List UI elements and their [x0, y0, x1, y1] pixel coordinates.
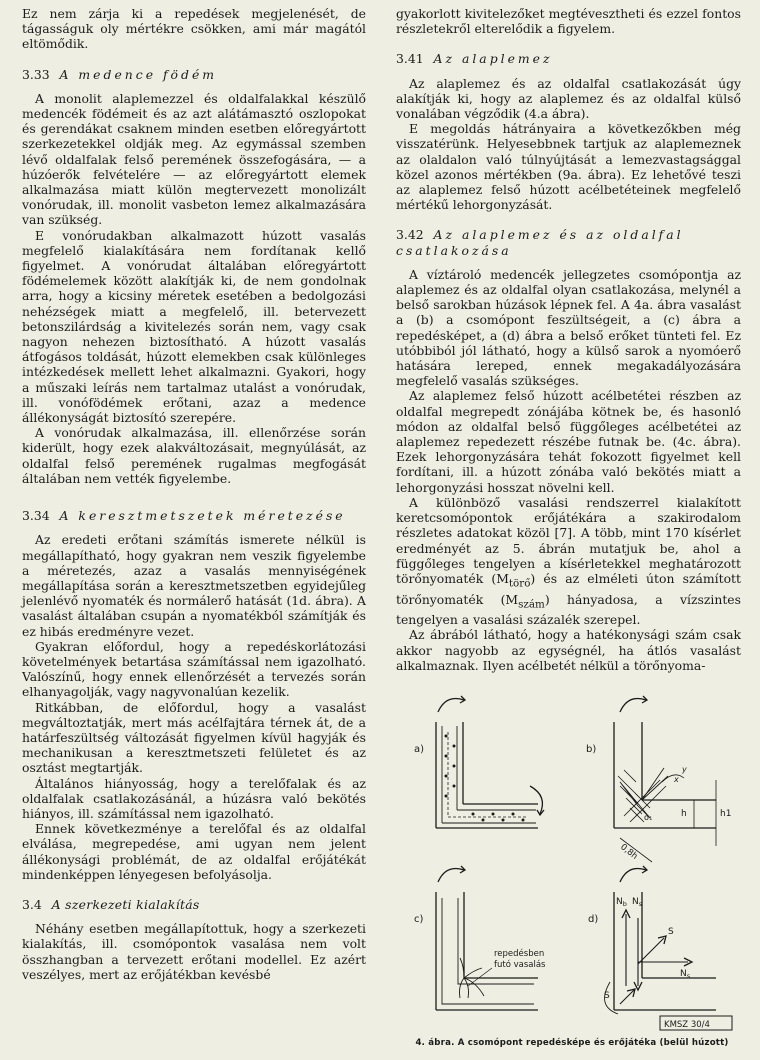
paragraph: Ez nem zárja ki a repedések megjelenését, de tágasságuk oly mértékre csökken, ami már magától eltömődik. [22, 6, 366, 52]
panel-a [436, 696, 544, 828]
force-subscript: b [622, 900, 627, 908]
force-subscript: s [638, 900, 643, 908]
section-heading-3-33 [22, 67, 366, 82]
force-subscript: s [686, 972, 691, 980]
paragraph: Néhány esetben megállapítottuk, hogy a szerkezeti kialakítás, ill. csomópontok vasalása nem volt összhangban a tervezett erőtani modellel. Ez azért veszélyes, mert az erőjátékban kevésbé [22, 921, 366, 982]
force-label-nb [616, 897, 627, 908]
force-symbol: N [680, 969, 687, 979]
force-arrow-icon [620, 990, 634, 1004]
paragraph: A monolit alaplemezzel és oldalfalakkal készülő medencék födémeit és az azt alátámasztó oszlopokat és gerendákat csaknem minden esetben előregyártott szerkezetekkel oldják meg. Az egymással szemben lévő oldalfalak felső peremének összefogására, — a húzóerők felvételére — az előregyártott elemek alkalmazása miatt külön megtervezett monolizált vonórudak, ill. monolit vasbeton lemez alkalmazására van szükség. [22, 90, 366, 228]
dim-label-h1: h1 [720, 809, 732, 819]
panel-c [436, 866, 538, 1010]
subscript: törő [508, 577, 531, 590]
subscript: szám [518, 598, 545, 611]
panel-b [614, 696, 716, 862]
note-label: futó vasalás [494, 960, 546, 970]
panel-d [605, 866, 716, 1014]
paragraph: Az alaplemez felső húzott acélbetétei részben az oldalfal megrepedt zónájába kötnek be, és hasonló módon az oldalfal belső függőleges acélbetétei az alaplemez repedezett részébe futnak be. (4c. ábra). Ezek lehorgonyzására tehát fokozott figyelmet kell fordítani, ill. a húzott zónába való bekötés miatt a lehorgonyzási hosszat növelni kell. [396, 388, 741, 495]
stamp-text: KMSZ 30/4 [664, 1020, 710, 1030]
stress-label: σ₁ [644, 813, 653, 822]
section-heading-3-41 [396, 51, 741, 66]
paragraph: E vonórudakban alkalmazott húzott vasalás megfelelő kialakítására nem fordítanak kellő figyelmet. A vonórudat általában előregyártott födémelemek között alakítják ki, de nem gondolnak arra, hogy a kicsiny méretek esetében a bedolgozási nehézségek miatt a megfelelő, ill. betervezett betonszilárdság a kivitelezés során nem, vagy csak nagyon nehezen biztosítható. A húzott vasalás átfogásos toldását, húzott elemekben csak különleges intézkedések mellett lehet alkalmazni. Gyakori, hogy a műszaki leírás nem tartalmaz utalást a vonórudak, ill. vonófödémek erőtani, azaz a medence állékonyságát biztosító szerepére. [22, 227, 366, 426]
paragraph: A vonórudak alkalmazása, ill. ellenőrzése során kiderült, hogy ezek alakváltozásait, megnyúlását, az oldalfal felső peremének rugalmas megfogását általában nem vették figyelembe. [22, 425, 366, 486]
figure-drawing [398, 686, 746, 1036]
panel-label-a: a) [414, 744, 425, 755]
paragraph: E megoldás hátrányaira a következőkben még visszatérünk. Helyesebbnek tartjuk az alaplemeznek az olaldalon való túlnyújtását a lemezvastagsággal közel azonos mértékben (9a. ábra). Ez lehetővé teszi az alaplemez felső húzott acélbetéteinek megfelelő mértékű lehorgonyzását. [396, 121, 741, 213]
section-title: Az alaplemez [433, 51, 553, 67]
leader-line [468, 968, 492, 986]
section-heading-3-34 [22, 508, 366, 523]
section-number: 3.34 [22, 508, 50, 524]
paragraph: Az alaplemez és az oldalfal csatlakozását úgy alakítják ki, hogy az alaplemez és az oldalfal külső vonalában végződik (4.a ábra). [396, 75, 741, 122]
panel-label-b: b) [586, 744, 597, 755]
figure-caption: 4. ábra. A csomópont repedésképe és erőjátéka (belül húzott) [415, 1038, 729, 1048]
note-label: repedésben [494, 949, 545, 959]
section-heading-3-4 [22, 897, 366, 912]
section-title: A medence födém [59, 66, 218, 82]
force-symbol: N [616, 897, 623, 907]
paragraph: Az eredeti erőtani számítás ismerete nélkül is megállapítható, hogy gyakran nem veszik figyelembe a méretezés, azaz a vasalás mennyiségének megállapítása során a keresztmetszetben egyidejűleg jelenlévő nyomaték és normálerő hatását (1d. ábra). A vasalást általában csupán a nyomatékból számítják és ez hibás eredményre vezet. [22, 532, 366, 639]
paragraph [396, 495, 741, 628]
paragraph: A víztároló medencék jellegzetes csomópontja az alaplemez és az oldalfal olyan csatlakozása, melynél a belső sarokban húzások lépnek fel. A 4a. ábra vasalást a (b) a csomópont feszültségeit, a (c) ábra a repedésképet, a (d) ábra a belső erőket tünteti fel. Ez utóbbiból jól látható, hogy a külső sarok a nyomóerő hatására lereped, ennek megakadályozására megfelelő vasalás szükséges. [396, 266, 741, 389]
section-title: Az alaplemez és az oldalfal csatlakozása [396, 227, 684, 258]
section-number: 3.42 [396, 227, 424, 243]
section-number: 3.4 [22, 896, 42, 912]
paragraph: Az ábrából látható, hogy a hatékonysági szám csak akkor nagyobb az egységnél, ha átlós vasalást alkalmaznak. Ilyen acélbetét nélkül a törőnyoma- [396, 627, 741, 673]
force-label-s: S [668, 927, 674, 937]
axis-label-y: y [682, 765, 687, 774]
force-label-ns-horizontal [680, 969, 691, 980]
text-span: A különböző vasalási rendszerrel kialakított keretcsomópontok erőjátékára a szakirodalom részletes adatokat közöl [7]. A több, mint 170 kísérlet eredményét az 5. ábrán mutatjuk be, ahol a függőleges tengelyen a kísérletekkel meghatározott törőnyomaték (M [396, 494, 741, 586]
force-label-s-corner: S [604, 991, 610, 1001]
paragraph: Ennek következménye a terelőfal és az oldalfal elválása, megrepedése, ami ugyan nem jelent állékonysági problémát, de az oldalfal erőjátékát mindenképpen lényegesen befolyásolja. [22, 821, 366, 882]
section-number: 3.41 [396, 51, 424, 67]
left-column [22, 6, 366, 982]
text-span: ) hányadosa, a vízszintes tengelyen a vasalási százalék szerepel. [396, 591, 741, 628]
right-column [396, 6, 741, 673]
force-label-ns [632, 897, 643, 908]
moment-arrow-icon [620, 869, 646, 883]
paragraph: Ritkábban, de előfordul, hogy a vasalást megváltoztatják, mert más acélfajtára térnek át, de a határfeszültség változását figyelmen kívül hagyják és mechanikusan a keresztmetszeti felületet és az osztást megtartják. [22, 699, 366, 776]
section-heading-3-42 [396, 227, 741, 257]
axis-label-x: x [674, 775, 679, 784]
section-title: A keresztmetszetek méretezése [59, 508, 346, 524]
rebar-dots [445, 735, 525, 822]
moment-arrow-icon [438, 869, 464, 883]
paragraph: gyakorlott kivitelezőket megtévesztheti és ezzel fontos részletekről elterelődik a figyelem. [396, 6, 741, 37]
section-number: 3.33 [22, 66, 50, 82]
dim-label-0-8h: 0,8h [618, 842, 640, 862]
section-title: A szerkezeti kialakítás [51, 896, 200, 912]
panel-label-c: c) [414, 914, 424, 925]
figure-4 [398, 686, 746, 1058]
text-span: ) és az elméleti úton számított törőnyomaték (M [396, 570, 741, 607]
moment-arrow-icon [438, 699, 464, 713]
dim-label-h: h [681, 809, 687, 819]
moment-arrow-icon [620, 699, 646, 713]
panel-label-d: d) [588, 914, 599, 925]
paragraph: Általános hiányosság, hogy a terelőfalak és az oldalfalak csatlakozásánál, a húzásra való bekötés hiányos, ill. számítással nem igazolható. [22, 775, 366, 821]
force-symbol: N [632, 897, 639, 907]
rebar-line [458, 898, 534, 984]
paragraph: Gyakran előfordul, hogy a repedéskorlátozási követelmények betartása számítással nem igazolható. Valószínű, hogy ennek ellenőrzését a tervezés során elhanyagolják, vagy nagyvonalúan kezelik. [22, 638, 366, 700]
